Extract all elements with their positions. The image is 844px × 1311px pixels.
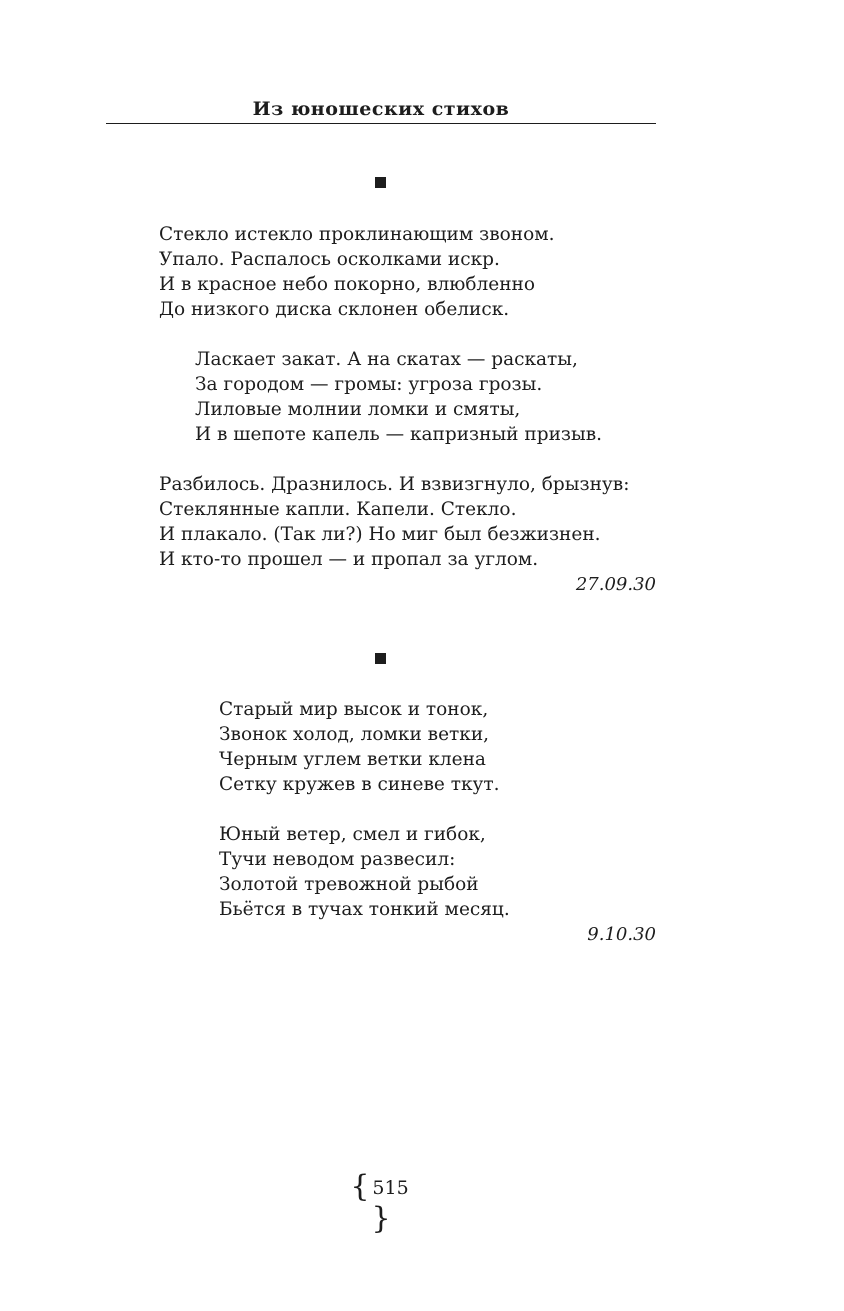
- poem-1-date: 27.09.30: [575, 574, 656, 595]
- section-mark-icon: [375, 653, 386, 664]
- poem-line: Бьётся в тучах тонкий месяц.: [219, 899, 510, 920]
- poem-line: За городом — громы: угроза грозы.: [195, 374, 543, 395]
- poem-line: Сетку кружев в синеве ткут.: [219, 774, 500, 795]
- poem-1: [159, 222, 629, 572]
- poem-line: И в шепоте капель — капризный призыв.: [195, 424, 603, 445]
- poem-line: До низкого диска склонен обелиск.: [159, 299, 510, 320]
- poem-line: Ласкает закат. А на скатах — раскаты,: [195, 349, 578, 370]
- poem-line: Черным углем ветки клена: [219, 749, 486, 770]
- poem-line: Упало. Распалось осколками искр.: [159, 249, 500, 270]
- poem-line: И плакало. (Так ли?) Но миг был безжизнен.: [159, 524, 601, 545]
- poem-line: И в красное небо покорно, влюбленно: [159, 274, 535, 295]
- running-header: Из юношеских стихов: [252, 98, 510, 120]
- poem-line: Звонок холод, ломки ветки,: [219, 724, 490, 745]
- page-number: [346, 1169, 416, 1236]
- poem-line: Стекло истекло проклинающим звоном.: [159, 224, 555, 245]
- right-brace-icon: }: [371, 1201, 391, 1236]
- poem-1-stanza-2: [159, 347, 629, 447]
- section-mark-icon: [375, 177, 386, 188]
- poem-line: Юный ветер, смел и гибок,: [219, 824, 486, 845]
- poem-1-stanza-1: [159, 222, 629, 322]
- poem-line: Разбилось. Дразнилось. И взвизгнуло, брызнув:: [159, 474, 630, 495]
- poem-line: Старый мир высок и тонок,: [219, 699, 489, 720]
- poem-2-stanza-2: [219, 822, 510, 922]
- poem-2-date: 9.10.30: [587, 924, 656, 945]
- poem-line: Тучи неводом развесил:: [219, 849, 456, 870]
- page-number-value: 515: [372, 1177, 409, 1199]
- left-brace-icon: {: [350, 1169, 370, 1204]
- poem-line: Стеклянные капли. Капели. Стекло.: [159, 499, 517, 520]
- poem-line: И кто-то прошел — и пропал за углом.: [159, 549, 539, 570]
- poem-1-stanza-3: [159, 472, 629, 572]
- poem-line: Золотой тревожной рыбой: [219, 874, 479, 895]
- poem-line: Лиловые молнии ломки и смяты,: [195, 399, 521, 420]
- poem-2: [219, 697, 510, 922]
- poem-2-stanza-1: [219, 697, 510, 797]
- header-rule: [106, 123, 656, 124]
